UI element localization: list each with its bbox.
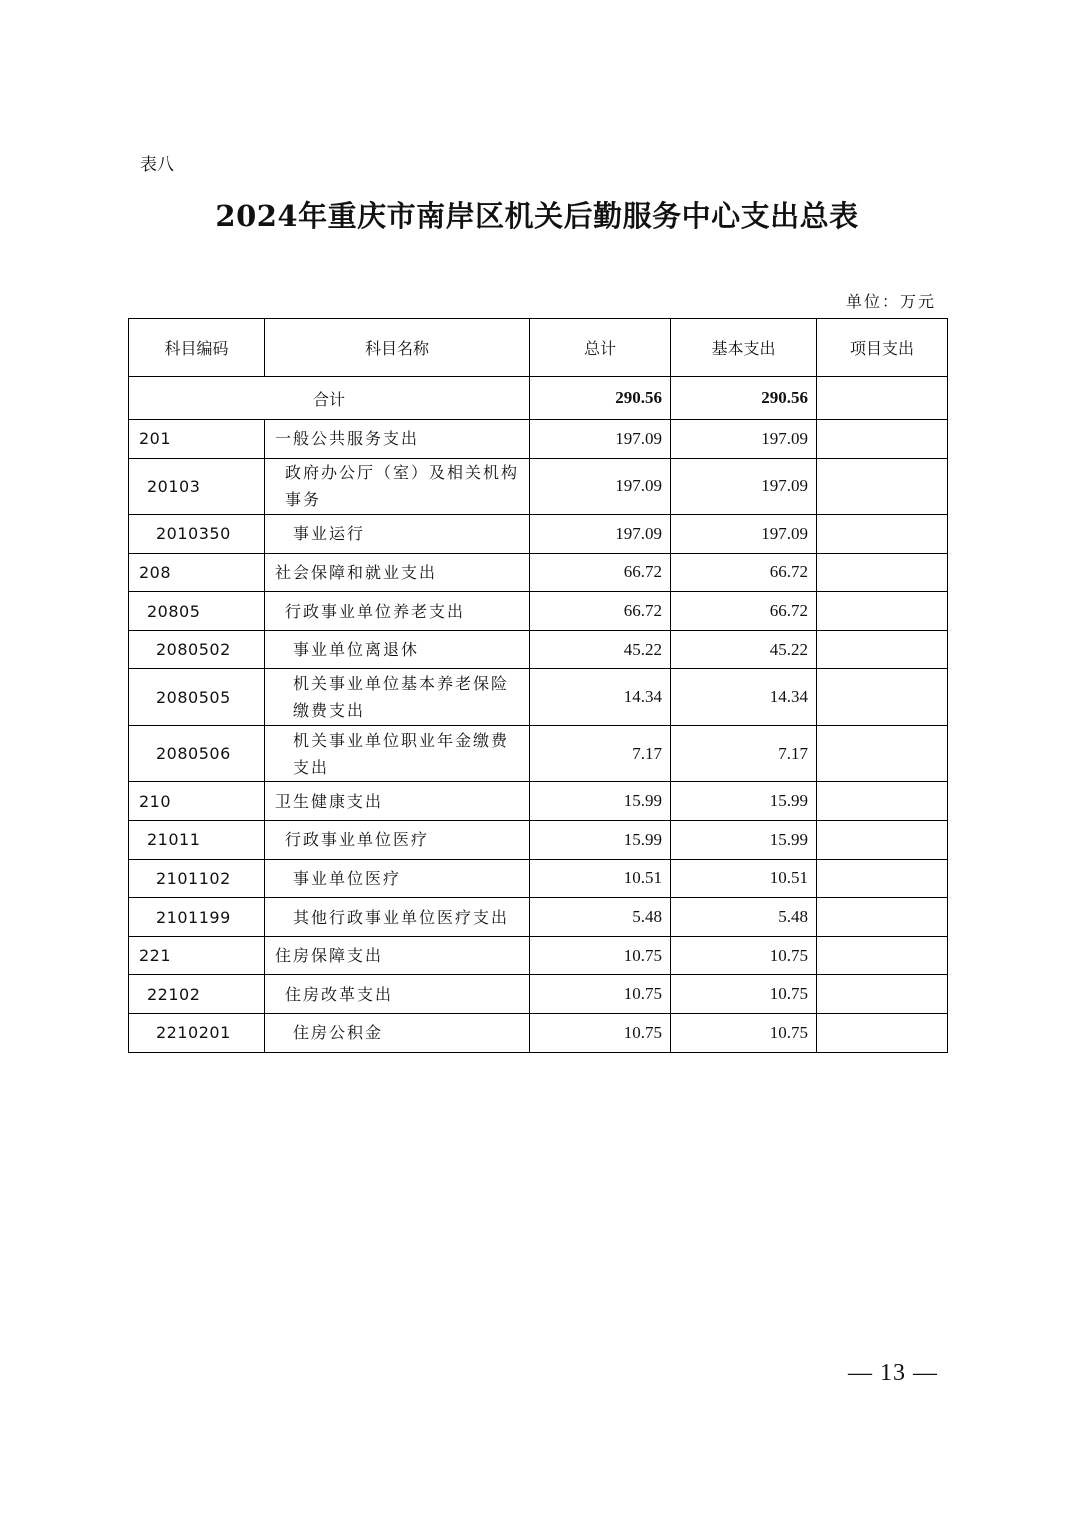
row-basic: 197.09 [671,515,817,554]
table-row [129,898,948,937]
row-total: 10.75 [530,936,671,975]
table-row [129,725,948,782]
row-name: 行政事业单位养老支出 [265,592,530,631]
row-name: 事业单位离退休 [265,630,530,669]
page-number: — 13 — [848,1360,938,1386]
row-project [817,782,948,821]
row-code: 221 [129,936,265,975]
row-name: 住房改革支出 [265,975,530,1014]
row-basic: 66.72 [671,553,817,592]
row-name: 政府办公厅（室）及相关机构事务 [265,458,530,515]
row-code: 2210201 [129,1014,265,1053]
table-row [129,669,948,726]
table-row [129,458,948,515]
row-total: 197.09 [530,420,671,459]
row-project [817,898,948,937]
row-total: 10.75 [530,1014,671,1053]
row-basic: 15.99 [671,782,817,821]
row-project [817,669,948,726]
row-total: 15.99 [530,782,671,821]
table-row [129,936,948,975]
row-basic: 10.75 [671,1014,817,1053]
total-project [817,377,948,420]
row-code: 20103 [129,458,265,515]
row-name: 卫生健康支出 [265,782,530,821]
table-row [129,975,948,1014]
row-code: 2101199 [129,898,265,937]
row-code: 21011 [129,821,265,860]
row-code: 22102 [129,975,265,1014]
row-total: 14.34 [530,669,671,726]
row-code: 2010350 [129,515,265,554]
row-name: 机关事业单位职业年金缴费支出 [265,725,530,782]
row-name: 事业运行 [265,515,530,554]
table-row [129,553,948,592]
row-code: 201 [129,420,265,459]
row-name: 机关事业单位基本养老保险缴费支出 [265,669,530,726]
table-row [129,821,948,860]
header-total: 总计 [530,319,671,377]
row-total: 197.09 [530,458,671,515]
row-project [817,821,948,860]
total-basic: 290.56 [671,377,817,420]
row-code: 210 [129,782,265,821]
row-total: 15.99 [530,821,671,860]
unit-label: 单位：万元 [845,292,936,311]
row-code: 2080505 [129,669,265,726]
row-project [817,592,948,631]
row-basic: 197.09 [671,420,817,459]
total-label: 合计 [129,377,530,420]
row-name: 住房保障支出 [265,936,530,975]
row-total: 66.72 [530,553,671,592]
row-project [817,859,948,898]
row-basic: 66.72 [671,592,817,631]
row-name: 一般公共服务支出 [265,420,530,459]
header-name: 科目名称 [265,319,530,377]
row-name: 社会保障和就业支出 [265,553,530,592]
table-row [129,515,948,554]
row-total: 7.17 [530,725,671,782]
header-row [129,319,948,377]
total-row [129,377,948,420]
row-project [817,458,948,515]
row-project [817,1014,948,1053]
header-basic: 基本支出 [671,319,817,377]
row-total: 197.09 [530,515,671,554]
row-project [817,725,948,782]
document-title: 2024年重庆市南岸区机关后勤服务中心支出总表 [215,199,859,233]
row-code: 2080506 [129,725,265,782]
table-row [129,592,948,631]
header-project: 项目支出 [817,319,948,377]
row-basic: 5.48 [671,898,817,937]
row-basic: 15.99 [671,821,817,860]
row-total: 66.72 [530,592,671,631]
table-row [129,1014,948,1053]
table-row [129,782,948,821]
row-project [817,515,948,554]
row-name: 住房公积金 [265,1014,530,1053]
row-code: 208 [129,553,265,592]
row-basic: 197.09 [671,458,817,515]
table-row [129,630,948,669]
row-name: 其他行政事业单位医疗支出 [265,898,530,937]
row-project [817,420,948,459]
table-row [129,859,948,898]
row-basic: 10.51 [671,859,817,898]
row-basic: 7.17 [671,725,817,782]
row-total: 5.48 [530,898,671,937]
row-project [817,553,948,592]
row-basic: 10.75 [671,936,817,975]
row-project [817,936,948,975]
table-row [129,420,948,459]
total-amount: 290.56 [530,377,671,420]
row-basic: 10.75 [671,975,817,1014]
header-code: 科目编码 [129,319,265,377]
row-code: 2101102 [129,859,265,898]
row-code: 2080502 [129,630,265,669]
row-code: 20805 [129,592,265,631]
expenditure-table [128,318,948,1053]
row-total: 10.75 [530,975,671,1014]
row-basic: 14.34 [671,669,817,726]
row-name: 行政事业单位医疗 [265,821,530,860]
row-total: 10.51 [530,859,671,898]
row-total: 45.22 [530,630,671,669]
row-basic: 45.22 [671,630,817,669]
row-project [817,630,948,669]
row-name: 事业单位医疗 [265,859,530,898]
table-label: 表八 [140,155,174,175]
row-project [817,975,948,1014]
